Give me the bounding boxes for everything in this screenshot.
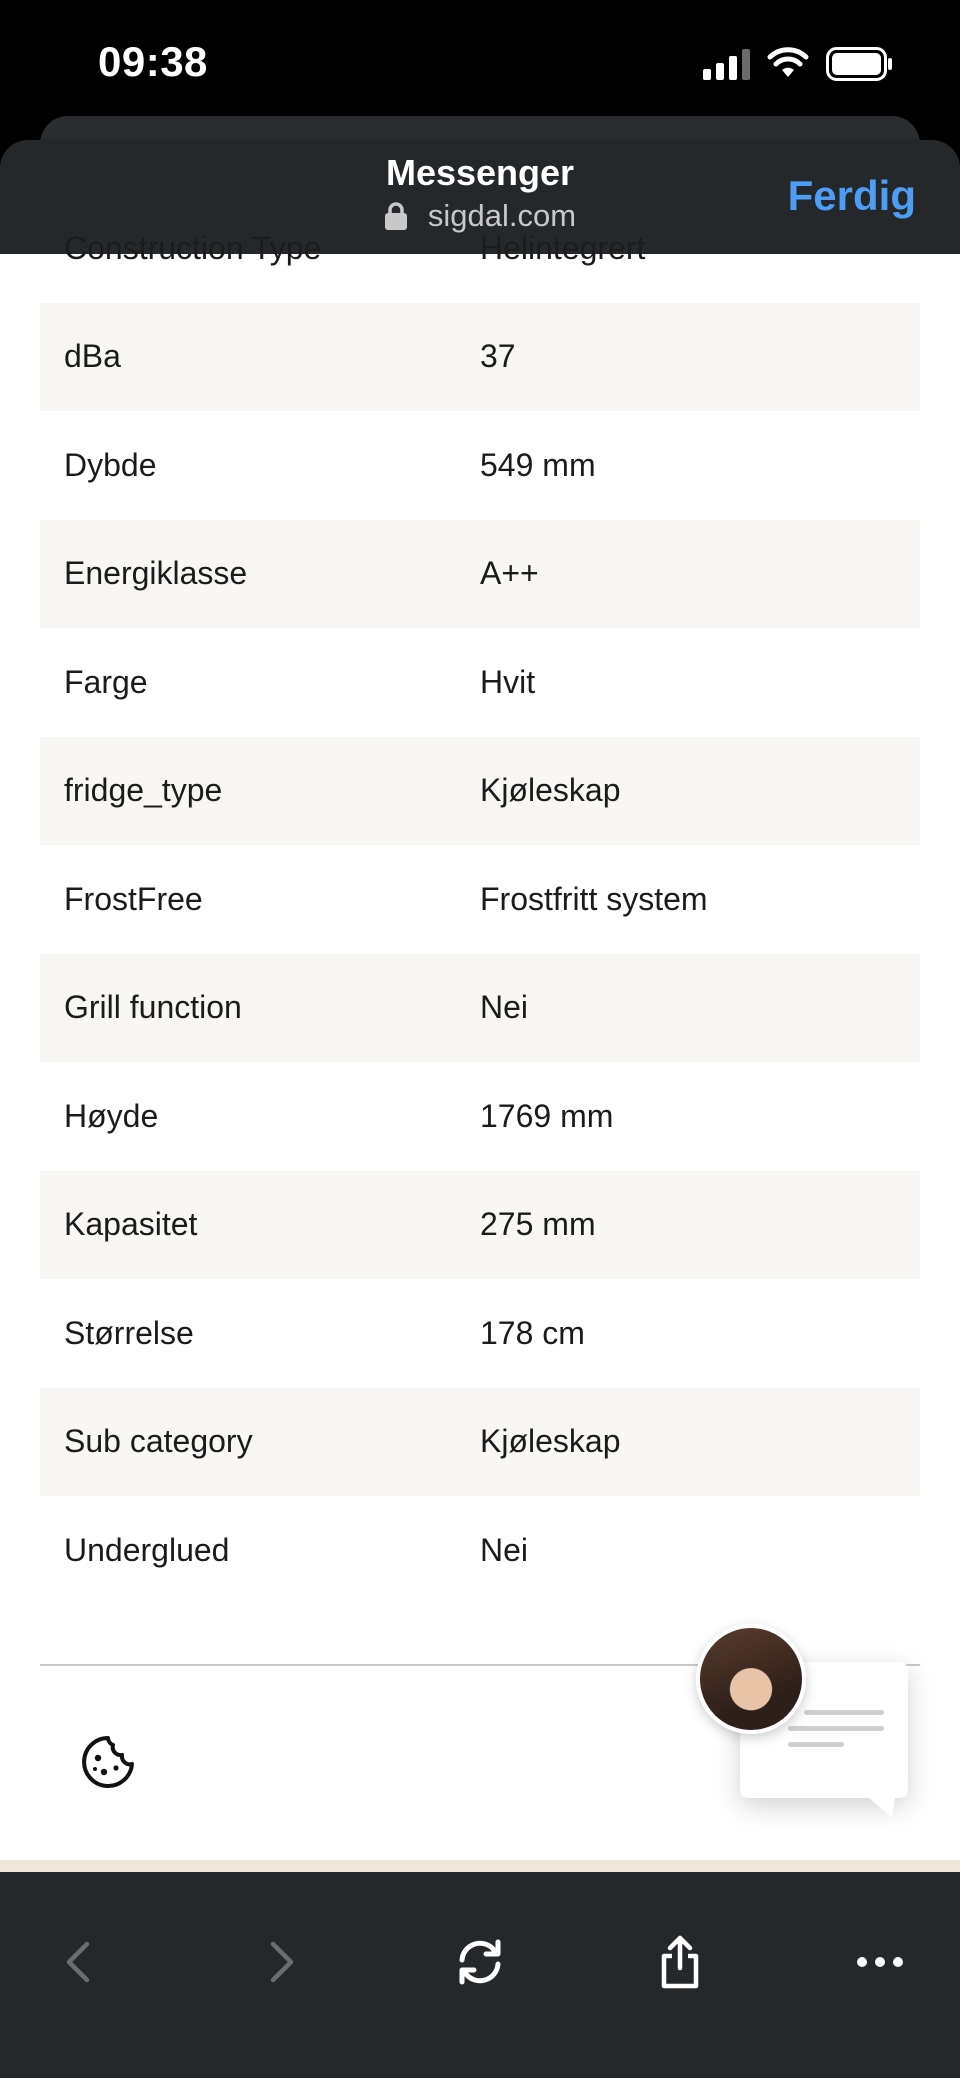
web-page — [0, 229, 960, 1870]
page-bottom-strip — [0, 1860, 960, 1872]
spec-label: Construction Type — [64, 229, 322, 266]
table-row — [40, 520, 920, 629]
forward-button[interactable] — [242, 1922, 322, 2002]
spec-value: Nei — [480, 989, 529, 1026]
spec-label: FrostFree — [64, 880, 203, 917]
spec-value: A++ — [480, 555, 539, 592]
wifi-icon — [768, 48, 808, 80]
spec-label: dBa — [64, 338, 121, 375]
spec-value: 1769 mm — [480, 1097, 614, 1134]
share-button[interactable] — [640, 1922, 720, 2002]
spec-value: Helintegrert — [480, 229, 646, 266]
status-time: 09:38 — [98, 38, 208, 85]
table-row — [40, 1171, 920, 1280]
browser-toolbar — [0, 1872, 960, 2078]
spec-value: 37 — [480, 338, 516, 375]
spec-label: fridge_type — [64, 772, 223, 809]
spec-label: Sub category — [64, 1423, 253, 1460]
avatar[interactable] — [696, 1624, 806, 1734]
table-row — [40, 1388, 920, 1497]
specs-table — [40, 194, 920, 1605]
table-row — [40, 1279, 920, 1388]
spec-value: Kjøleskap — [480, 772, 621, 809]
table-row — [40, 194, 920, 303]
spec-value: 178 cm — [480, 1314, 585, 1351]
spec-label: Dybde — [64, 446, 157, 483]
reload-icon — [454, 1936, 506, 1988]
more-icon — [856, 1956, 904, 1968]
forward-icon — [267, 1940, 297, 1984]
reload-button[interactable] — [440, 1922, 520, 2002]
done-button[interactable]: Ferdig — [787, 172, 916, 219]
table-row — [40, 303, 920, 412]
back-button[interactable] — [38, 1922, 118, 2002]
status-icons — [703, 44, 894, 84]
spec-value: Kjøleskap — [480, 1423, 621, 1460]
table-row — [40, 845, 920, 954]
table-row — [40, 1062, 920, 1171]
back-icon — [63, 1940, 93, 1984]
url-text: sigdal.com — [427, 198, 577, 233]
sheet-title: Messenger — [385, 152, 575, 193]
spec-label: Kapasitet — [64, 1206, 198, 1243]
cellular-signal-icon — [703, 48, 750, 80]
chat-widget[interactable] — [696, 1624, 916, 1864]
spec-label: Energiklasse — [64, 555, 248, 592]
spec-value: Hvit — [480, 663, 536, 700]
table-row — [40, 737, 920, 846]
share-icon — [658, 1934, 702, 1990]
spec-label: Størrelse — [64, 1314, 194, 1351]
spec-label: Høyde — [64, 1097, 159, 1134]
spec-value: 275 mm — [480, 1206, 596, 1243]
spec-value: Nei — [480, 1531, 529, 1568]
spec-value: Frostfritt system — [480, 880, 708, 917]
spec-label: Underglued — [64, 1531, 230, 1568]
spec-value: 549 mm — [480, 446, 596, 483]
spec-label: Farge — [64, 663, 148, 700]
table-row — [40, 954, 920, 1063]
table-row — [40, 1496, 920, 1605]
spec-label: Grill function — [64, 989, 242, 1026]
battery-icon — [826, 47, 894, 81]
table-row — [40, 628, 920, 737]
cookie-icon[interactable] — [80, 1734, 136, 1790]
table-row — [40, 411, 920, 520]
more-button[interactable] — [840, 1922, 920, 2002]
